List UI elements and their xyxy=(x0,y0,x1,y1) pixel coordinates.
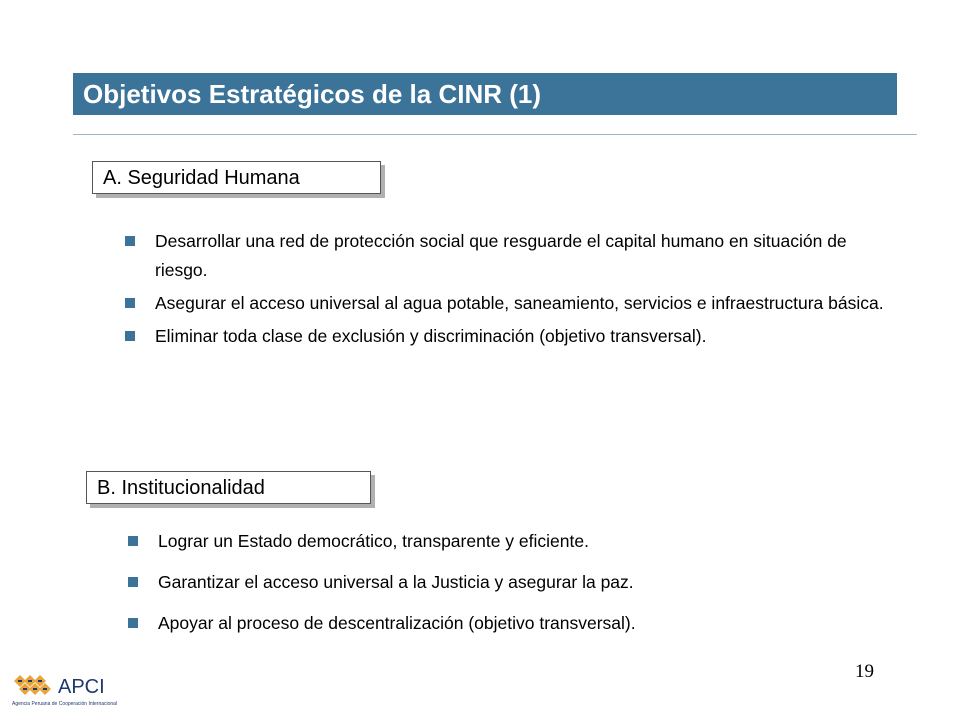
section-a-list xyxy=(125,227,895,355)
bullet-square-icon xyxy=(128,536,138,546)
section-b-label-text: B. Institucionalidad xyxy=(97,476,265,499)
list-item-text: Lograr un Estado democrático, transparente y eficiente. xyxy=(158,531,589,551)
section-a-label-text: A. Seguridad Humana xyxy=(103,166,300,189)
list-item xyxy=(125,289,895,318)
bullet-square-icon xyxy=(125,236,135,246)
list-item xyxy=(128,527,888,556)
bullet-square-icon xyxy=(125,331,135,341)
logo-subtitle: Agencia Peruana de Cooperación Internacional xyxy=(12,701,118,707)
list-item-text: Desarrollar una red de protección social que resguarde el capital humano en situación de riesgo. xyxy=(155,231,847,280)
slide-title: Objetivos Estratégicos de la CINR (1) xyxy=(73,73,897,115)
logo-name: APCI xyxy=(58,676,105,698)
list-item xyxy=(128,609,888,638)
list-item xyxy=(125,227,895,285)
bullet-square-icon xyxy=(125,298,135,308)
section-b-label xyxy=(86,471,371,504)
section-b-list xyxy=(128,527,888,650)
list-item-text: Apoyar al proceso de descentralización (objetivo transversal). xyxy=(158,613,636,633)
bullet-square-icon xyxy=(128,577,138,587)
list-item-text: Eliminar toda clase de exclusión y discriminación (objetivo transversal). xyxy=(155,326,707,346)
title-divider xyxy=(73,134,917,135)
list-item-text: Garantizar el acceso universal a la Justicia y asegurar la paz. xyxy=(158,572,634,592)
page-number: 19 xyxy=(855,661,874,682)
bullet-square-icon xyxy=(128,618,138,628)
section-a-label xyxy=(92,161,381,194)
list-item xyxy=(128,568,888,597)
list-item-text: Asegurar el acceso universal al agua potable, saneamiento, servicios e infraestructura básica. xyxy=(155,293,884,313)
list-item xyxy=(125,322,895,351)
